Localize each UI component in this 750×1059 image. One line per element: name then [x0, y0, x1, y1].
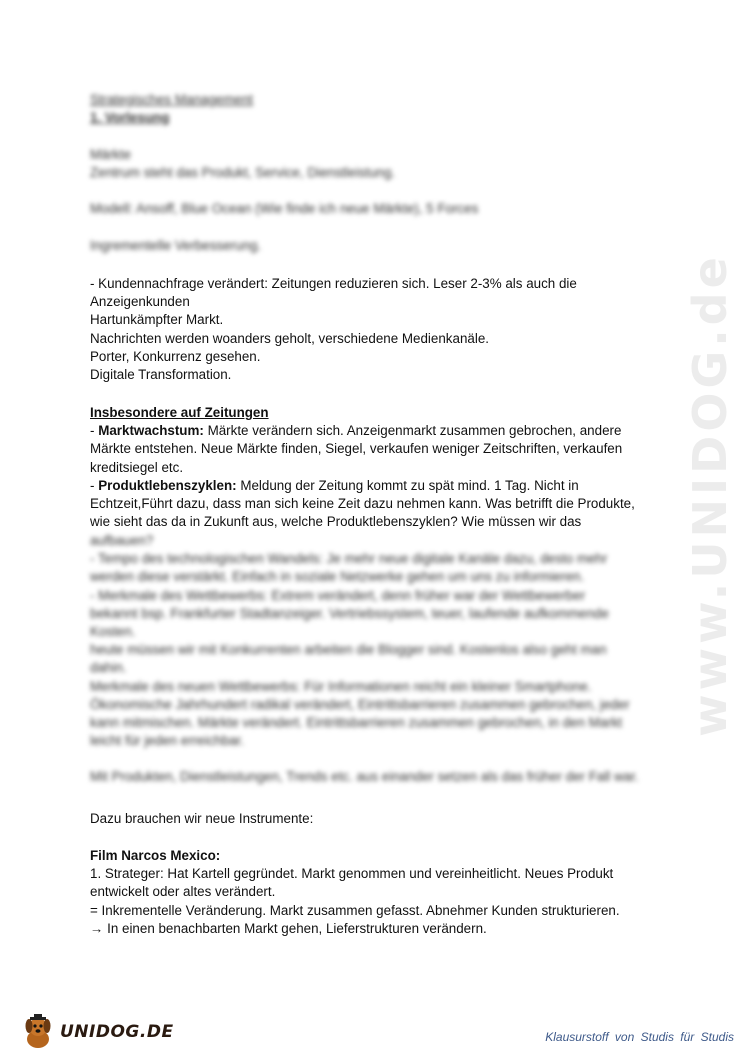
- document-header: [90, 91, 665, 127]
- blurred-middle: [90, 532, 665, 787]
- film-section: [90, 847, 665, 938]
- paragraph-line: wie sieht das da in Zukunft aus, welche Produktlebenszyklen? Wie müssen wir das: [90, 514, 582, 530]
- blurred-line: kann mitmischen. Märkte verändert. Eintrittsbarrieren zusammen gebrochen, in den Markt: [90, 715, 623, 731]
- paragraph-line: entwickelt oder altes verändert.: [90, 884, 276, 900]
- document-title: Strategisches Management: [90, 92, 254, 107]
- intro-line: Modell: Ansoff, Blue Ocean (Wie finde ich neue Märkte), 5 Forces: [90, 201, 479, 217]
- section-zeitungen: [90, 404, 665, 531]
- paragraph-line: Anzeigenkunden: [90, 294, 190, 310]
- blurred-line: heute müssen wir mit Konkurrenten arbeiten die Blogger sind. Kostenlos also geht man: [90, 642, 607, 658]
- paragraph-line: Hartunkämpfter Markt.: [90, 312, 224, 328]
- footer-tagline: Klausurstoff von Studis für Studis: [545, 1030, 734, 1044]
- watermark: [680, 245, 740, 745]
- intro-line: Ingrementelle Verbesserung.: [90, 237, 262, 253]
- instrumente-block: [90, 810, 665, 828]
- blurred-line: Ökonomische Jahrhundert radikal verändert, Eintrittsbarrieren zusammen gebrochen, jeder: [90, 696, 630, 712]
- blurred-line: aufbauen?: [90, 533, 154, 548]
- paragraph-line: Märkte entstehen. Neue Märkte finden, Siegel, verkaufen weniger Zeitschriften, verkaufen: [90, 441, 623, 457]
- blurred-line: Mit Produkten, Dienstleistungen, Trends etc. aus einander setzen als das früher der Fall war.: [90, 769, 639, 785]
- paragraph-line: - Kundennachfrage verändert: Zeitungen reduzieren sich. Leser 2-3% als auch die: [90, 276, 577, 291]
- section-heading: Insbesondere auf Zeitungen: [90, 405, 269, 420]
- blurred-line: dahin.: [90, 660, 127, 676]
- blurred-line: Merkmale des neuen Wettbewerbs: Für Informationen reicht ein kleiner Smartphone.: [90, 678, 592, 694]
- marktwachstum-line: - Marktwachstum: Märkte verändern sich. Anzeigenmarkt zusammen gebrochen, andere: [90, 423, 622, 439]
- blurred-line: - Merkmale des Wettbewerbs: Extrem verändert, denn früher war der Wettbewerber: [90, 587, 586, 603]
- logo-text: UNIDOG.DE: [60, 1022, 174, 1042]
- paragraph-line: 1. Strateger: Hat Kartell gegründet. Markt genommen und vereinheitlicht. Neues Produkt: [90, 866, 614, 882]
- blurred-line: Kosten.: [90, 624, 136, 640]
- watermark-text: www.UNIDOG.de: [683, 253, 738, 737]
- paragraph-line: Porter, Konkurrenz gesehen.: [90, 348, 261, 364]
- blurred-line: leicht für jeden erreichbar.: [90, 733, 245, 749]
- intro-line: Märkte: [90, 147, 131, 162]
- instrumente-line: Dazu brauchen wir neue Instrumente:: [90, 811, 314, 826]
- paragraph-line: kreditsiegel etc.: [90, 459, 184, 475]
- blurred-line: - Tempo des technologischen Wandels: Je mehr neue digitale Kanäle dazu, desto mehr: [90, 551, 608, 567]
- unidog-logo[interactable]: [20, 1012, 180, 1052]
- marktwachstum-label: Marktwachstum:: [98, 423, 204, 439]
- blurred-line: bekannt bsp. Frankfurter Stadtanzeiger. Vertriebssystem, teuer, laufende aufkommende: [90, 605, 609, 621]
- paragraph-line: = Inkrementelle Veränderung. Markt zusammen gefasst. Abnehmer Kunden strukturieren.: [90, 902, 620, 918]
- paragraph-line: → In einen benachbarten Markt gehen, Lieferstrukturen verändern.: [90, 920, 487, 936]
- paragraph-line: Nachrichten werden woanders geholt, verschiedene Medienkanäle.: [90, 330, 489, 346]
- lecture-heading: 1. Vorlesung: [90, 110, 170, 126]
- blurred-intro: [90, 146, 665, 255]
- paragraph-line: Echtzeit,Führt dazu, dass man sich keine Zeit dazu nehmen kann. Was betrifft die Produkte,: [90, 496, 635, 512]
- dog-mascot-icon: [20, 1013, 56, 1051]
- intro-paragraph: [90, 275, 665, 384]
- blurred-line: werden diese verstärkt. Einfach in soziale Netzwerke gehen um uns zu informieren.: [90, 569, 585, 585]
- produkt-line: - Produktlebenszyklen: Meldung der Zeitung kommt zu spät mind. 1 Tag. Nicht in: [90, 477, 579, 493]
- intro-line: Zentrum steht das Produkt, Service, Dienstleistung.: [90, 165, 396, 181]
- paragraph-line: Digitale Transformation.: [90, 367, 232, 383]
- produkt-label: Produktlebenszyklen:: [98, 477, 237, 493]
- film-heading: Film Narcos Mexico:: [90, 848, 221, 863]
